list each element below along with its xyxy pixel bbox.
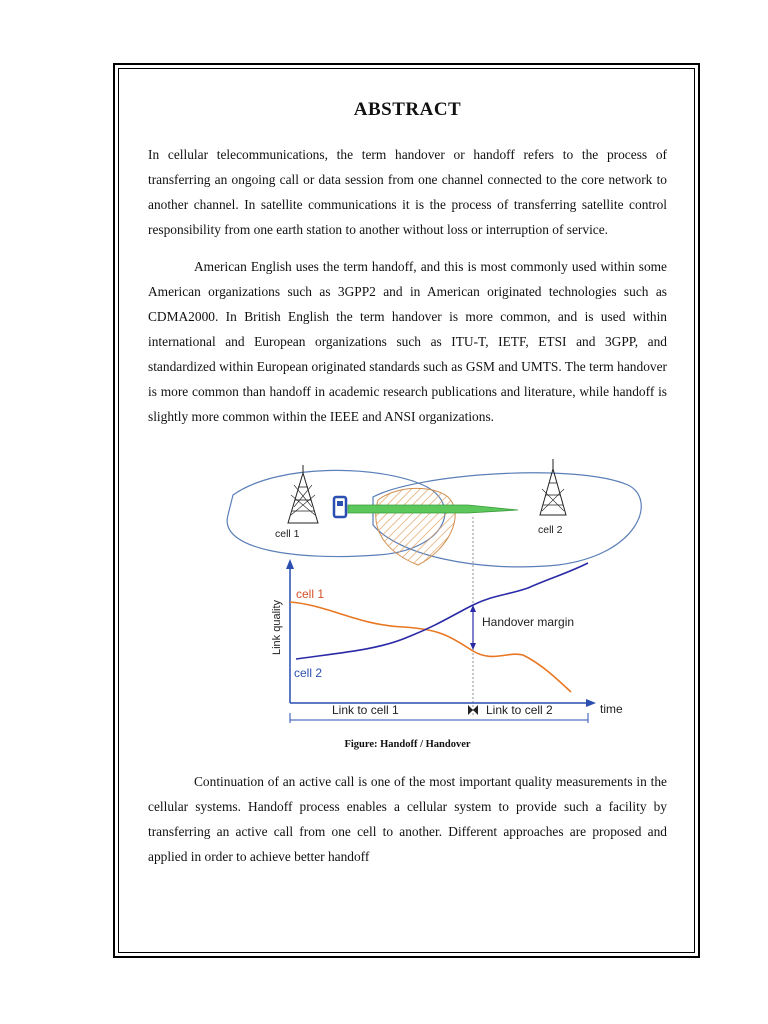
time-label: time [600, 702, 623, 716]
y-axis-label: Link quality [271, 599, 283, 655]
handover-margin-label: Handover margin [482, 615, 575, 629]
cell-2-label: cell 2 [538, 524, 563, 536]
handoff-diagram [148, 455, 667, 735]
paragraph-2: American English uses the term handoff, and this is most commonly used within some American organizations such as 3GPP2 and in American originated technologies such as CDMA2000. In British English the term handover is more common, and is used within international and European organizations such as ITU-T, IETF, ETSI and 3GPP, and standardized within European originated standards such as GSM and UMTS. The term handover is more common than handoff in academic research publications and literature, while handoff is slightly more common within the IEEE and ANSI organizations. [148, 259, 667, 424]
handover-arrow [348, 505, 518, 513]
handoff-figure [148, 455, 667, 735]
link-to-cell-1-label: Link to cell 1 [332, 703, 399, 717]
curve-cell-1-label: cell 1 [296, 587, 325, 601]
mobile-phone-icon [334, 497, 346, 517]
figure-caption: Figure: Handoff / Handover [344, 739, 471, 750]
cell-1-label: cell 1 [275, 528, 300, 540]
paragraph-3: Continuation of an active call is one of the most important quality measurements in the cellular systems. Handoff process enables a cellular system to provide such a facility by transferring an active call from one cell to another. Different approaches are proposed and applied in order to achieve better handoff [148, 774, 667, 864]
tower-2-icon [540, 459, 566, 515]
cell-2-quality-curve [296, 563, 588, 659]
curve-cell-2-label: cell 2 [294, 666, 323, 680]
link-to-cell-2-label: Link to cell 2 [486, 703, 553, 717]
paragraph-1: In cellular telecommunications, the term handover or handoff refers to the process of transferring an ongoing call or data session from one channel connected to the core network to another channel. In satellite communications it is the process of transferring satellite control responsibility from one earth station to another without loss or interruption of service. [148, 147, 667, 237]
abstract-title: ABSTRACT [353, 99, 462, 120]
document-body [148, 90, 667, 869]
